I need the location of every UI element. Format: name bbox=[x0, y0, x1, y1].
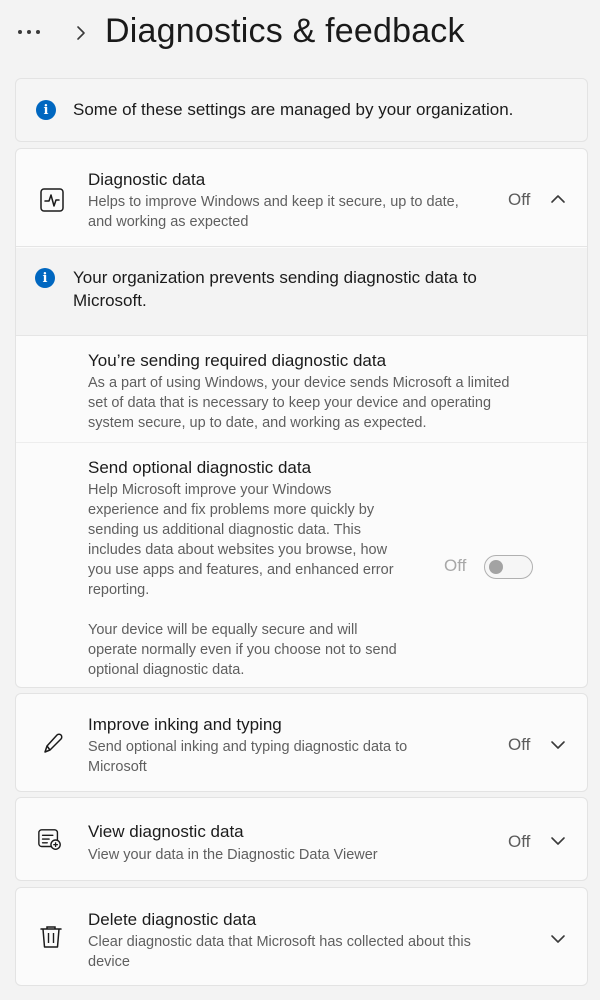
optional-data-toggle[interactable] bbox=[484, 555, 533, 579]
more-horizontal-icon[interactable] bbox=[18, 20, 54, 44]
view-data-title: View diagnostic data bbox=[88, 822, 244, 841]
view-data-status: Off bbox=[508, 832, 531, 851]
view-diagnostic-data-row[interactable] bbox=[15, 797, 588, 881]
optional-data-desc-5: you use apps and features, and enhanced error bbox=[88, 562, 394, 578]
chevron-down-icon[interactable] bbox=[550, 739, 566, 751]
required-diagnostic-data-row bbox=[16, 337, 587, 443]
optional-data-note-2: operate normally even if you choose not to send bbox=[88, 642, 397, 658]
info-icon: i bbox=[36, 100, 56, 120]
required-data-desc-1: As a part of using Windows, your device sends Microsoft a limited bbox=[88, 375, 510, 391]
data-viewer-icon bbox=[37, 827, 63, 853]
chevron-down-icon[interactable] bbox=[550, 933, 566, 945]
pulse-monitor-icon bbox=[39, 187, 65, 213]
inking-status: Off bbox=[508, 735, 531, 754]
info-icon: i bbox=[35, 268, 55, 288]
optional-diagnostic-data-row bbox=[16, 444, 587, 688]
toggle-knob bbox=[489, 560, 503, 574]
inking-desc-2: Microsoft bbox=[88, 759, 147, 775]
required-data-desc-2: set of data that is necessary to keep your device and operating bbox=[88, 395, 492, 411]
required-data-title: You’re sending required diagnostic data bbox=[88, 351, 387, 370]
diagnostic-data-header[interactable] bbox=[16, 149, 587, 247]
improve-inking-typing-row[interactable] bbox=[15, 693, 588, 792]
delete-diagnostic-data-row[interactable] bbox=[15, 887, 588, 986]
optional-data-desc-2: experience and fix problems more quickly by bbox=[88, 502, 375, 518]
chevron-up-icon[interactable] bbox=[550, 193, 566, 205]
view-data-desc: View your data in the Diagnostic Data Viewer bbox=[88, 847, 378, 863]
optional-data-note-1: Your device will be equally secure and will bbox=[88, 622, 358, 638]
optional-data-desc-4: includes data about websites you browse, how bbox=[88, 542, 388, 558]
optional-data-desc-1: Help Microsoft improve your Windows bbox=[88, 482, 332, 498]
inking-desc-1: Send optional inking and typing diagnostic data to bbox=[88, 739, 408, 755]
org-prevents-text-2: Microsoft. bbox=[73, 291, 147, 310]
diagnostic-data-status: Off bbox=[508, 190, 531, 209]
diagnostic-data-expander bbox=[15, 148, 588, 688]
optional-data-title: Send optional diagnostic data bbox=[88, 458, 312, 477]
diagnostic-data-description-1: Helps to improve Windows and keep it secure, up to date, bbox=[88, 194, 459, 210]
diagnostic-data-title: Diagnostic data bbox=[88, 170, 206, 189]
delete-data-desc-1: Clear diagnostic data that Microsoft has collected about this bbox=[88, 934, 471, 950]
page-title: Diagnostics & feedback bbox=[105, 12, 465, 50]
optional-data-toggle-label: Off bbox=[444, 556, 467, 575]
required-data-desc-3: system secure, up to date, and working as expected. bbox=[88, 415, 427, 431]
optional-data-note-3: optional diagnostic data. bbox=[88, 662, 245, 678]
diagnostic-data-description-2: and working as expected bbox=[88, 214, 249, 230]
chevron-down-icon[interactable] bbox=[550, 835, 566, 847]
delete-data-title: Delete diagnostic data bbox=[88, 910, 257, 929]
managed-by-org-banner bbox=[15, 78, 588, 142]
org-prevents-banner bbox=[16, 248, 587, 336]
trash-icon bbox=[38, 924, 64, 950]
delete-data-desc-2: device bbox=[88, 954, 130, 970]
inking-title: Improve inking and typing bbox=[88, 715, 282, 734]
managed-banner-text: Some of these settings are managed by your organization. bbox=[73, 100, 514, 119]
optional-data-desc-6: reporting. bbox=[88, 582, 150, 598]
pen-icon bbox=[39, 731, 65, 757]
page-header bbox=[0, 0, 600, 70]
org-prevents-text-1: Your organization prevents sending diagnostic data to bbox=[73, 268, 477, 287]
optional-data-desc-3: sending us additional diagnostic data. This bbox=[88, 522, 362, 538]
chevron-right-icon bbox=[74, 22, 88, 44]
